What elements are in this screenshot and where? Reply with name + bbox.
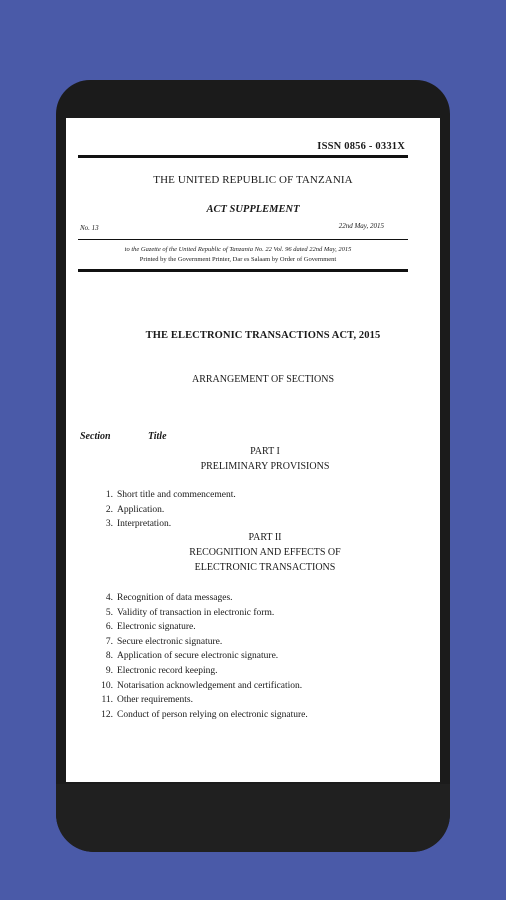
printer-line: Printed by the Government Printer, Dar es Salaam by Order of Government: [139, 256, 337, 263]
phone-frame: [56, 80, 450, 852]
list-item[interactable]: 12. Conduct of person relying on electronic signature.: [101, 709, 308, 720]
part1-title: PRELIMINARY PROVISIONS: [200, 461, 330, 472]
supplement-number: No. 13: [80, 224, 99, 232]
issn-number: ISSN 0856 - 0331X: [317, 141, 405, 152]
section-column-header: Section: [80, 431, 111, 442]
list-item[interactable]: 7. Secure electronic signature.: [105, 636, 223, 647]
part2-title-line1: RECOGNITION AND EFFECTS OF: [189, 547, 341, 558]
title-column-header: Title: [148, 431, 167, 442]
act-supplement-heading: ACT SUPPLEMENT: [206, 204, 300, 215]
list-item[interactable]: 10. Notarisation acknowledgement and certification.: [101, 680, 303, 691]
list-item[interactable]: 9. Electronic record keeping.: [105, 665, 218, 676]
header-rule-bottom: [78, 269, 408, 272]
part2-title-line2: ELECTRONIC TRANSACTIONS: [194, 562, 336, 573]
header-rule-top: [78, 155, 408, 158]
part2-label: PART II: [248, 532, 282, 543]
list-item[interactable]: 4. Recognition of data messages.: [105, 593, 233, 603]
supplement-date: 22nd May, 2015: [338, 222, 384, 230]
list-item[interactable]: 1. Short title and commencement.: [105, 490, 236, 500]
act-title: THE ELECTRONIC TRANSACTIONS ACT, 2015: [145, 330, 381, 341]
republic-heading: THE UNITED REPUBLIC OF TANZANIA: [153, 174, 353, 186]
phone-bezel-bottom: [56, 784, 450, 852]
header-rule-mid: [78, 239, 408, 240]
list-item[interactable]: 8. Application of secure electronic signature.: [105, 651, 279, 662]
part1-label: PART I: [250, 446, 280, 457]
part1-section-list: [96, 488, 236, 532]
part2-section-list: [96, 591, 308, 722]
list-item[interactable]: 6. Electronic signature.: [105, 622, 196, 633]
gazette-line: to the Gazette of the United Republic of Tanzania No. 22 Vol. 96 dated 22nd May, 2015: [124, 246, 352, 253]
document-page[interactable]: [66, 118, 440, 782]
list-item[interactable]: 5. Validity of transaction in electronic form.: [105, 607, 275, 618]
list-item[interactable]: 11. Other requirements.: [101, 695, 193, 706]
list-item[interactable]: 2. Application.: [105, 504, 165, 515]
arrangement-heading: ARRANGEMENT OF SECTIONS: [191, 374, 335, 385]
list-item[interactable]: 3. Interpretation.: [105, 519, 172, 530]
